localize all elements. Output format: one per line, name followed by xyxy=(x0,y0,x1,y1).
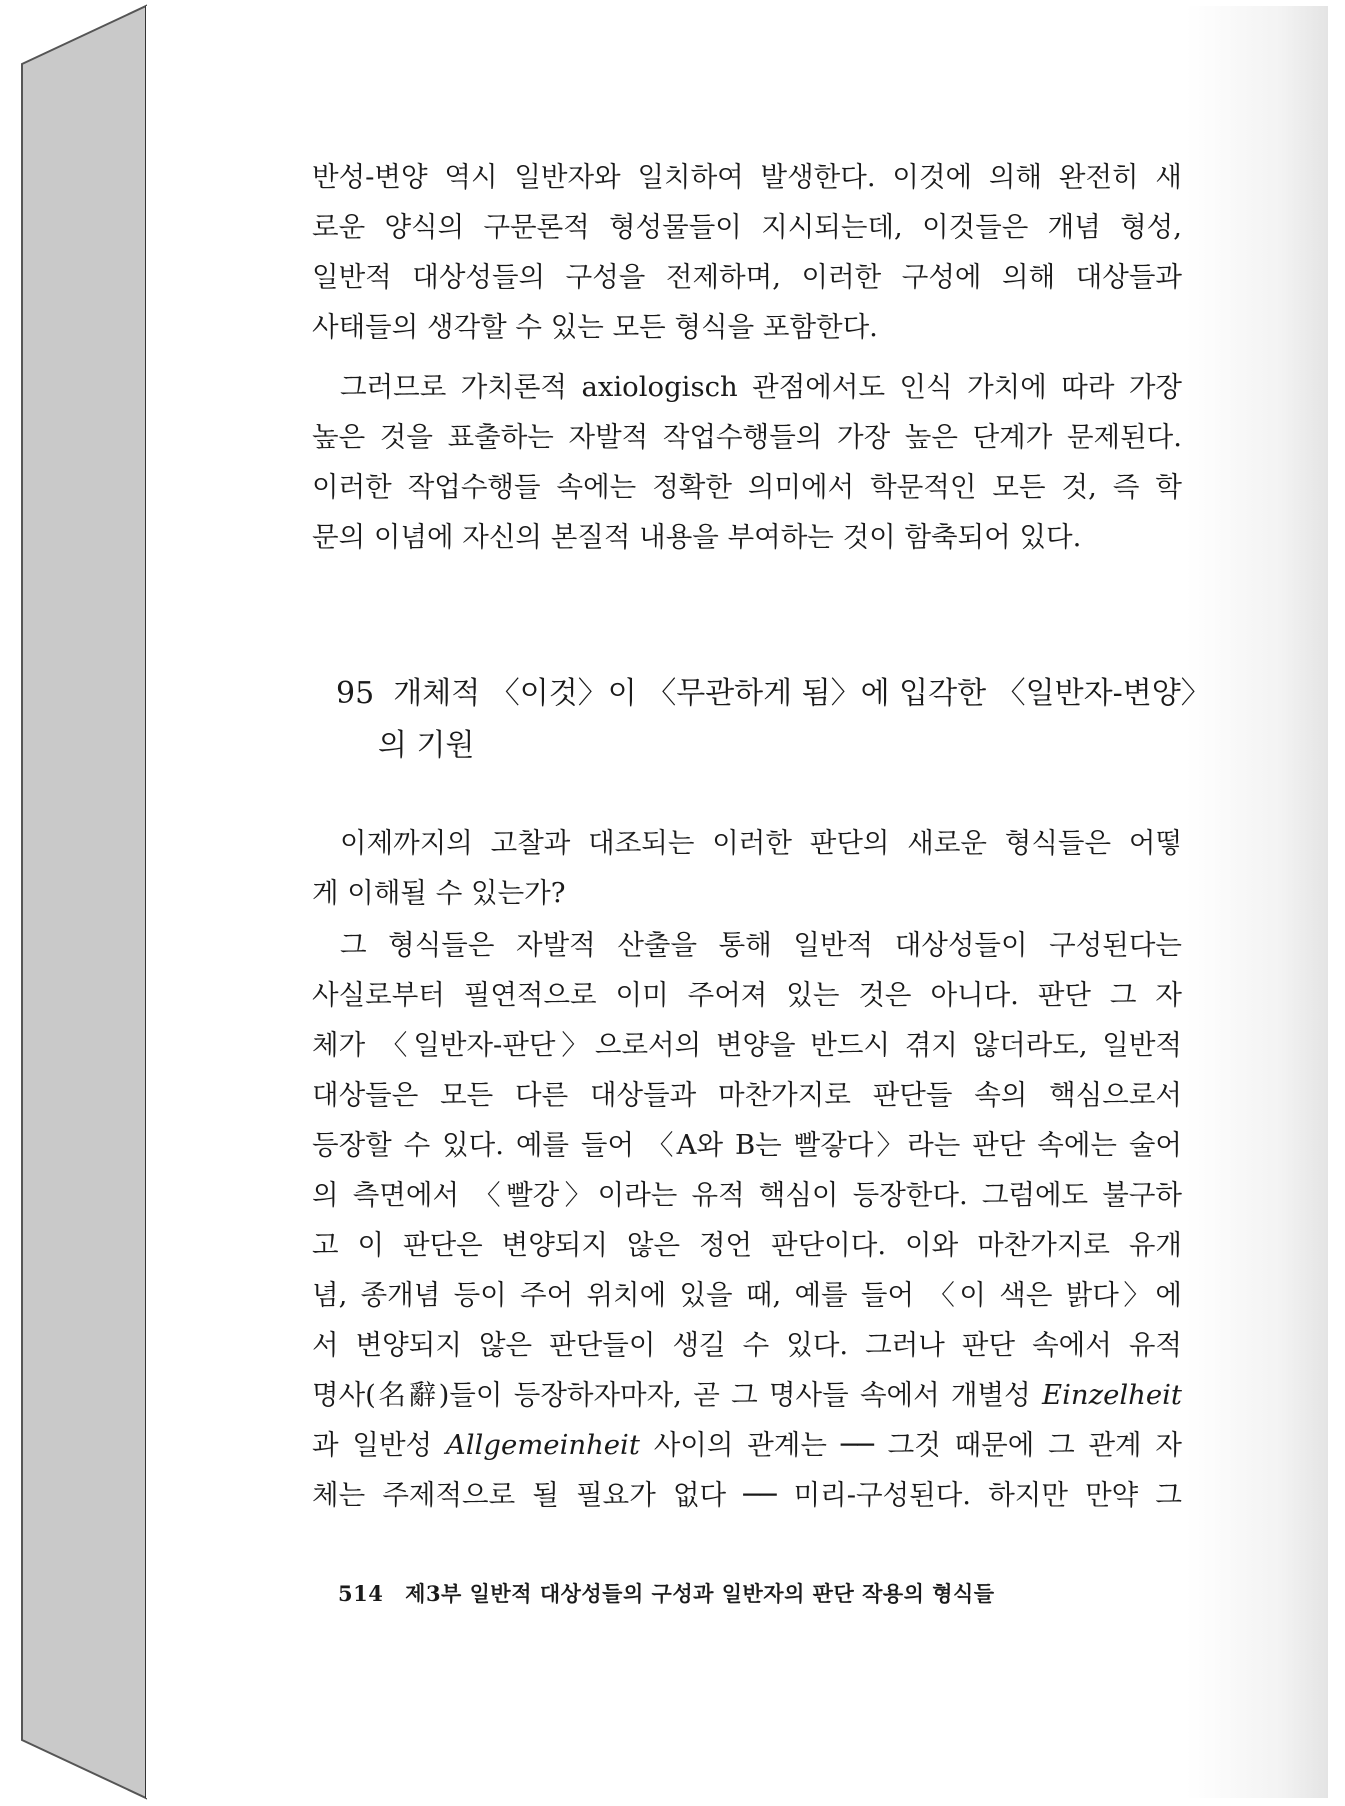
running-head: 제3부 일반적 대상성들의 구성과 일반자의 판단 작용의 형식들 xyxy=(405,1581,995,1606)
text-line: 의 측면에서 〈빨강〉이라는 유적 핵심이 등장한다. 그럼에도 불구하 xyxy=(312,1179,1182,1211)
text-line: 이제까지의 고찰과 대조되는 이러한 판단의 새로운 형식들은 어떻 xyxy=(340,827,1182,859)
page-number: 514 xyxy=(338,1581,384,1606)
paragraph-1 xyxy=(312,152,1182,352)
page-footer xyxy=(338,1578,995,1608)
heading-line-1 xyxy=(336,668,1211,720)
text-line: 반성-변양 역시 일반자와 일치하여 발생한다. 이것에 의해 완전히 새 xyxy=(312,161,1182,193)
section-number: 95 xyxy=(336,676,375,711)
text-line: 사실로부터 필연적으로 이미 주어져 있는 것은 아니다. 판단 그 자 xyxy=(312,979,1182,1011)
german-term-einzelheit: Einzelheit xyxy=(1042,1379,1182,1411)
text-line: 고 이 판단은 변양되지 않은 정언 판단이다. 이와 마찬가지로 유개 xyxy=(312,1229,1182,1261)
heading-text: 개체적 〈이것〉이 〈무관하게 됨〉에 입각한 〈일반자-변양〉 xyxy=(393,676,1211,711)
section-heading xyxy=(336,668,1211,772)
text-line: 등장할 수 있다. 예를 들어 〈A와 B는 빨갛다〉라는 판단 속에는 술어 xyxy=(312,1129,1182,1161)
text-span: 명사(名辭)들이 등장하자마자, 곧 그 명사들 속에서 개별성 xyxy=(312,1379,1043,1411)
paragraph-2 xyxy=(312,362,1182,562)
text-line: 사태들의 생각할 수 있는 모든 형식을 포함한다. xyxy=(312,311,878,343)
text-line-allgemeinheit xyxy=(312,1420,1182,1470)
paragraph-4 xyxy=(312,920,1182,1520)
text-line: 그 형식들은 자발적 산출을 통해 일반적 대상성들이 구성된다는 xyxy=(340,929,1182,961)
page-sheet xyxy=(146,6,1328,1798)
text-line: 이러한 작업수행들 속에는 정확한 의미에서 학문적인 모든 것, 즉 학 xyxy=(312,471,1182,503)
text-line: 념, 종개념 등이 주어 위치에 있을 때, 예를 들어 〈이 색은 밝다〉에 xyxy=(312,1279,1182,1311)
text-line: 그러므로 가치론적 axiologisch 관점에서도 인식 가치에 따라 가장 xyxy=(340,371,1182,403)
text-line: 일반적 대상성들의 구성을 전제하며, 이러한 구성에 의해 대상들과 xyxy=(312,261,1182,293)
text-line: 서 변양되지 않은 판단들이 생길 수 있다. 그러나 판단 속에서 유적 xyxy=(312,1329,1182,1361)
text-line: 로운 양식의 구문론적 형성물들이 지시되는데, 이것들은 개념 형성, xyxy=(312,211,1182,243)
heading-line-2: 의 기원 xyxy=(378,728,475,763)
text-line: 문의 이념에 자신의 본질적 내용을 부여하는 것이 함축되어 있다. xyxy=(312,521,1082,553)
text-line: 체는 주제적으로 될 필요가 없다 ── 미리-구성된다. 하지만 만약 그 xyxy=(312,1479,1182,1511)
text-span: 사이의 관계는 ── 그것 때문에 그 관계 자 xyxy=(639,1429,1182,1461)
text-line-einzelheit xyxy=(312,1370,1182,1420)
paragraph-3 xyxy=(312,818,1182,918)
text-line: 높은 것을 표출하는 자발적 작업수행들의 가장 높은 단계가 문제된다. xyxy=(312,421,1182,453)
german-term-allgemeinheit: Allgemeinheit xyxy=(445,1429,640,1461)
text-line: 게 이해될 수 있는가? xyxy=(312,877,566,909)
text-line: 대상들은 모든 다른 대상들과 마찬가지로 판단들 속의 핵심으로서 xyxy=(312,1079,1182,1111)
text-span: 과 일반성 xyxy=(312,1429,446,1461)
text-line: 체가 〈일반자-판단〉으로서의 변양을 반드시 겪지 않더라도, 일반적 xyxy=(312,1029,1182,1061)
